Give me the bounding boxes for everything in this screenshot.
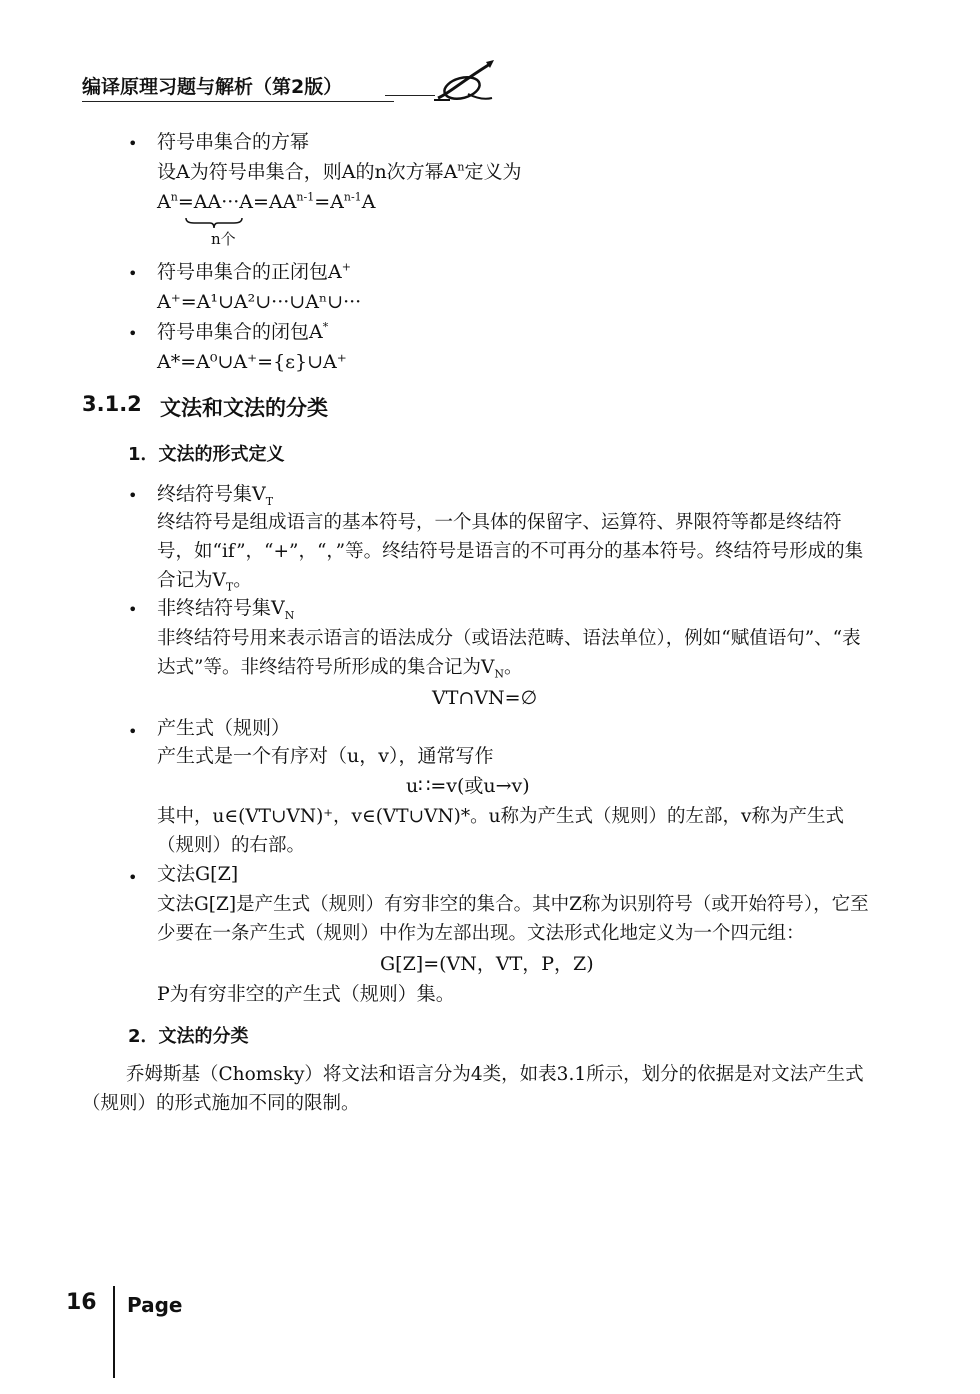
running-header-title: 编译原理习题与解析（第2版） — [82, 76, 343, 98]
bullet-marker: • — [128, 600, 138, 619]
chomsky-paragraph: 乔姆斯基（Chomsky）将文法和语言分为4类，如表3.1所示，划分的依据是对文法产生式（规则）的形式施加不同的限制。 — [82, 1064, 864, 1114]
subsection-title: 2．文法的分类 — [128, 1026, 249, 1047]
nonterminal-set-paragraph: 非终结符号用来表示语言的语法成分（或语法范畴、语法单位），例如“赋值语句”、“表达式”等。非终结符号所形成的集合记为$V_N$。 — [157, 628, 861, 681]
terminal-set-title: 终结符号集$V_T$ — [157, 483, 274, 508]
page-label: Page — [127, 1293, 183, 1317]
closure-formula: A*=A⁰∪A⁺={ε}∪A⁺ — [157, 351, 347, 373]
bullet-marker: • — [128, 134, 138, 153]
grammar-formula: G[Z]=(VN，VT，P，Z) — [380, 953, 594, 975]
grammar-paragraph: 文法G[Z]是产生式（规则）有穷非空的集合。其中Z称为识别符号（或开始符号），它至少要在一条产生式（规则）中作为左部出现。文法形式化地定义为一个四元组： — [157, 894, 869, 944]
positive-closure-formula: A⁺=A¹∪A²∪···∪Aⁿ∪··· — [157, 291, 362, 313]
subsection-title: 1．文法的形式定义 — [128, 444, 285, 465]
vt-vn-disjoint-formula: VT∩VN=∅ — [432, 687, 538, 709]
nonterminal-set-title: 非终结符号集$V_N$ — [157, 597, 295, 622]
bullet-marker: • — [128, 486, 138, 505]
section-title: 文法和文法的分类 — [160, 396, 328, 420]
production-title: 产生式（规则） — [157, 717, 291, 739]
power-title: 符号串集合的方幂 — [157, 131, 310, 153]
footer-vertical-rule — [113, 1286, 115, 1378]
bullet-marker: • — [128, 722, 138, 741]
section-number: 3.1.2 — [82, 392, 142, 416]
page-number: 16 — [66, 1290, 97, 1315]
header-rule — [82, 101, 394, 102]
grammar-title: 文法G[Z] — [157, 863, 239, 885]
production-detail: 其中，u∈(VT∪VN)⁺，v∈(VT∪VN)*。u称为产生式（规则）的左部，v称为产生式（规则）的右部。 — [157, 806, 845, 856]
bullet-marker: • — [128, 324, 138, 343]
bullet-marker: • — [128, 868, 138, 887]
closure-title: 符号串集合的闭包A* — [157, 320, 329, 343]
positive-closure-title: 符号串集合的正闭包A+ — [157, 260, 351, 283]
production-formula: u∷=v(或u→v) — [406, 775, 530, 797]
production-paragraph: 产生式是一个有序对（u，v），通常写作 — [157, 745, 494, 767]
pen-writing-icon — [428, 58, 498, 106]
bullet-marker: • — [128, 264, 138, 283]
terminal-set-paragraph: 终结符号是组成语言的基本符号，一个具体的保留字、运算符、界限符等都是终结符号，如“if”，“+”，“，”等。终结符号是语言的不可再分的基本符号。终结符号形成的集合记为$V_T$。 — [157, 512, 864, 594]
grammar-p-note: P为有穷非空的产生式（规则）集。 — [157, 983, 455, 1005]
brace-label: n个 — [211, 230, 236, 248]
power-formula: $A^n=AA\cdot\cdot\cdot A=AA^{n-1}=A^{n-1}A$ — [157, 190, 376, 213]
power-definition: 设A为符号串集合，则A的n次方幂$A^n$定义为 — [157, 160, 522, 183]
